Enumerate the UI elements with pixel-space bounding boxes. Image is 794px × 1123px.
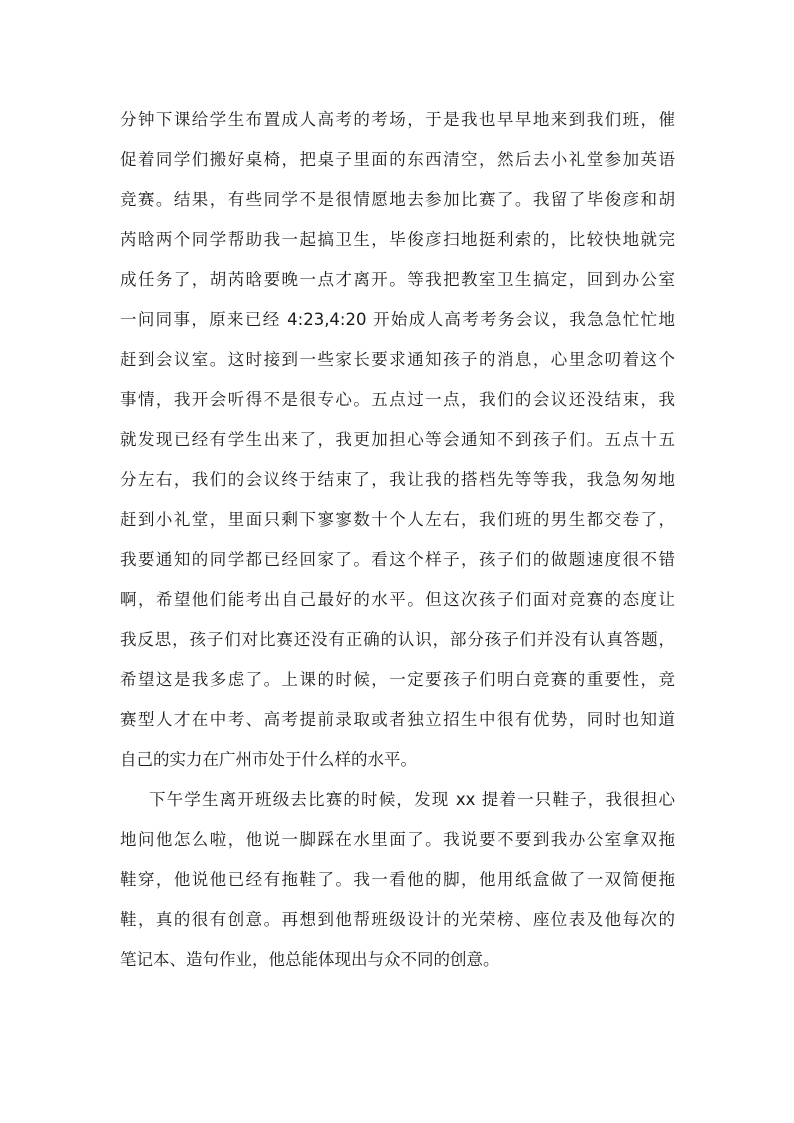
paragraph-1-line: 分钟下课给学生布置成人高考的考场，于是我也早早地来到我们班，催 [120, 110, 675, 129]
paragraph-2-line: 下午学生离开班级去比赛的时候，发现 xx 提着一只鞋子，我很担心 [149, 790, 675, 809]
paragraph-2-line: 鞋穿，他说他已经有拖鞋了。我一看他的脚，他用纸盒做了一双简便拖 [120, 870, 675, 889]
paragraph-1-line: 促着同学们搬好桌椅，把桌子里面的东西清空，然后去小礼堂参加英语 [120, 150, 675, 169]
paragraph-1-line: 赶到小礼堂，里面只剩下寥寥数十个人左右，我们班的男生都交卷了， [120, 510, 675, 529]
paragraph-1-line: 芮晗两个同学帮助我一起搞卫生，毕俊彦扫地挺利索的，比较快地就完 [120, 230, 675, 249]
paragraph-1-line: 成任务了，胡芮晗要晚一点才离开。等我把教室卫生搞定，回到办公室 [120, 270, 675, 289]
paragraph-2-line: 地问他怎么啦，他说一脚踩在水里面了。我说要不要到我办公室拿双拖 [120, 830, 675, 849]
paragraph-1-line: 我反思，孩子们对比赛还没有正确的认识，部分孩子们并没有认真答题， [120, 630, 675, 649]
paragraph-1-line: 赛型人才在中考、高考提前录取或者独立招生中很有优势，同时也知道 [120, 710, 675, 729]
paragraph-1-line: 啊，希望他们能考出自己最好的水平。但这次孩子们面对竞赛的态度让 [120, 590, 675, 609]
paragraph-2-line: 笔记本、造句作业，他总能体现出与众不同的创意。 [120, 950, 500, 969]
paragraph-1-line: 一问同事，原来已经 4:23,4:20 开始成人高考考务会议，我急急忙忙地 [120, 310, 675, 329]
paragraph-2-line: 鞋，真的很有创意。再想到他帮班级设计的光荣榜、座位表及他每次的 [120, 910, 675, 929]
paragraph-1-line: 分左右，我们的会议终于结束了，我让我的搭档先等等我，我急匆匆地 [120, 470, 675, 489]
paragraph-1-line: 赶到会议室。这时接到一些家长要求通知孩子的消息，心里念叨着这个 [120, 350, 675, 369]
paragraph-1-line: 希望这是我多虑了。上课的时候，一定要孩子们明白竞赛的重要性，竞 [120, 670, 675, 689]
paragraph-1-line: 就发现已经有学生出来了，我更加担心等会通知不到孩子们。五点十五 [120, 430, 675, 449]
paragraph-1-line: 事情，我开会听得不是很专心。五点过一点，我们的会议还没结束，我 [120, 390, 675, 409]
paragraph-1-line: 自己的实力在广州市处于什么样的水平。 [120, 750, 417, 769]
paragraph-1-line: 竞赛。结果，有些同学不是很情愿地去参加比赛了。我留了毕俊彦和胡 [120, 190, 675, 209]
paragraph-1-line: 我要通知的同学都已经回家了。看这个样子，孩子们的做题速度很不错 [120, 550, 675, 569]
